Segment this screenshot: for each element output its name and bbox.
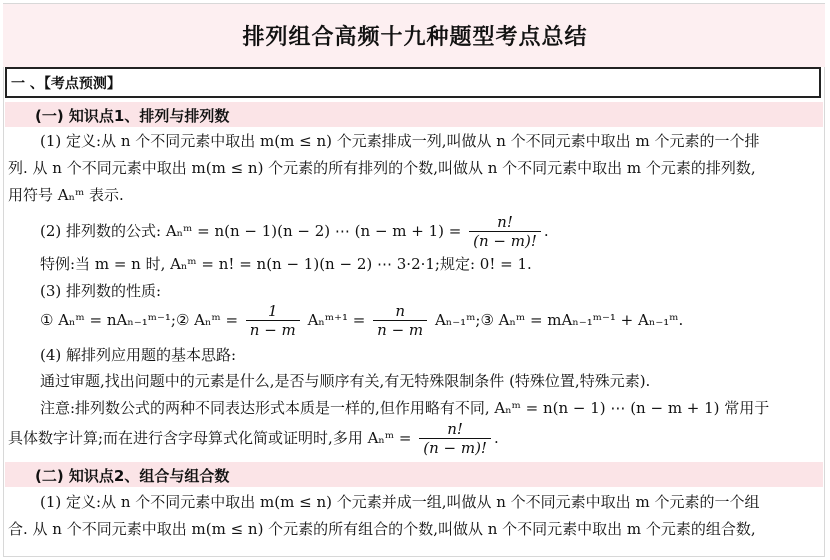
- section-label: 一 、【考点预测】: [11, 76, 121, 92]
- text-line: 用符号 Aₙᵐ 表示.: [8, 186, 124, 204]
- fraction-denominator: (n − m)!: [469, 231, 541, 250]
- formula-text: ① Aₙᵐ = nAₙ₋₁ᵐ⁻¹;② Aₙᵐ =: [40, 311, 239, 329]
- text-line: 合. 从 n 个不同元素中取出 m(m ≤ n) 个元素的所有组合的个数,叫做从 n 个不同元素中取出 m 个元素的组合数,: [8, 520, 756, 538]
- formula-text: .: [493, 429, 499, 447]
- text-line: (4) 解排列应用题的基本思路:: [40, 346, 237, 364]
- fraction: [246, 303, 300, 339]
- fraction-numerator: n!: [497, 213, 513, 231]
- fraction-numerator: n!: [447, 420, 463, 438]
- fraction: [469, 214, 541, 250]
- formula-line: [40, 303, 830, 339]
- text-line: (3) 排列数的性质:: [40, 282, 162, 300]
- page-title: 排列组合高频十九种题型考点总结: [242, 25, 588, 50]
- formula-line: [40, 214, 830, 248]
- formula-line: [8, 421, 830, 457]
- formula-text: Aₙᵐ⁺¹ =: [307, 311, 366, 329]
- subsection-band-2: [5, 462, 823, 487]
- formula-text: .: [543, 222, 549, 240]
- text-line: 通过审题,找出问题中的元素是什么,是否与顺序有关,有无特殊限制条件 (特殊位置,特殊元素).: [40, 372, 651, 390]
- text-line: 特例:当 m = n 时, Aₙᵐ = n! = n(n − 1)(n − 2) ⋯ 3·2·1;规定: 0! = 1.: [40, 255, 532, 273]
- subsection-label-2: (二) 知识点2、组合与组合数: [35, 467, 230, 485]
- text-line: 列. 从 n 个不同元素中取出 m(m ≤ n) 个元素的所有排列的个数,叫做从 n 个不同元素中取出 m 个元素的排列数,: [8, 159, 756, 177]
- fraction: [373, 303, 427, 339]
- fraction-denominator: (n − m)!: [419, 438, 491, 457]
- section-header: [5, 67, 821, 98]
- formula-text: Aₙ₋₁ᵐ;③ Aₙᵐ = mAₙ₋₁ᵐ⁻¹ + Aₙ₋₁ᵐ.: [434, 311, 684, 329]
- fraction-numerator: n: [395, 302, 405, 320]
- text-line: (1) 定义:从 n 个不同元素中取出 m(m ≤ n) 个元素排成一列,叫做从 n 个不同元素中取出 m 个元素的一个排: [40, 132, 760, 150]
- formula-text: 具体数字计算;而在进行含字母算式化简或证明时,多用 Aₙᵐ =: [8, 429, 412, 447]
- fraction-numerator: 1: [268, 302, 278, 320]
- text-line: (1) 定义:从 n 个不同元素中取出 m(m ≤ n) 个元素并成一组,叫做从 n 个不同元素中取出 m 个元素的一个组: [40, 493, 760, 511]
- fraction-denominator: n − m: [246, 320, 300, 339]
- fraction: [419, 421, 491, 457]
- subsection-label-1: (一) 知识点1、排列与排列数: [35, 107, 230, 125]
- fraction-denominator: n − m: [373, 320, 427, 339]
- formula-text: (2) 排列数的公式: Aₙᵐ = n(n − 1)(n − 2) ⋯ (n − m + 1) =: [40, 222, 462, 240]
- text-line: 注意:排列数公式的两种不同表达形式本质是一样的,但作用略有不同, Aₙᵐ = n(n − 1) ⋯ (n − m + 1) 常用于: [40, 399, 770, 417]
- subsection-band-1: [5, 102, 823, 127]
